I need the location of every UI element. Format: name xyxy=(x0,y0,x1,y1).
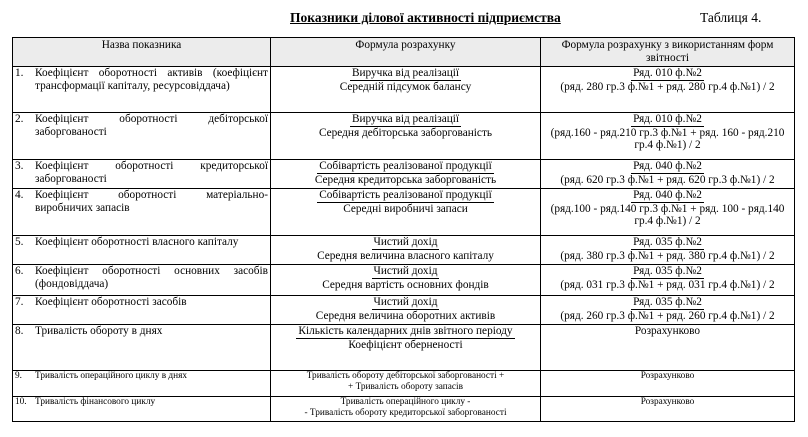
row-number: 7. xyxy=(15,296,24,308)
document-header xyxy=(0,8,808,28)
formula-numerator: Чистий дохід xyxy=(373,236,438,248)
formula-numerator: Собівартість реалізованої продукції xyxy=(319,189,492,201)
indicator-name: Тривалість операційного циклу в днях xyxy=(35,371,188,381)
formula-cell xyxy=(271,325,541,371)
table-label: Таблиця 4. xyxy=(700,10,762,25)
indicator-name-cell xyxy=(13,265,271,296)
formula-line: - Тривалість обороту кредиторської заборгованості xyxy=(304,408,507,418)
report-formula-cell xyxy=(541,67,795,113)
formula-numerator: Собівартість реалізованої продукції xyxy=(319,160,492,172)
report-denominator: (ряд. 260 гр.3 ф.№1 + ряд. 260 гр.4 ф.№1) / 2 xyxy=(560,309,775,322)
report-numerator: Ряд. 010 ф.№2 xyxy=(633,113,702,125)
indicator-name-cell xyxy=(13,113,271,160)
report-denominator: (ряд. 031 гр.3 ф.№1 + ряд. 031 гр.4 ф.№1) / 2 xyxy=(560,278,775,291)
indicator-name-cell xyxy=(13,371,271,397)
indicator-name: Коефіцієнт оборотності активів (коефіцієнт трансформації капіталу, ресурсовіддача) xyxy=(35,67,268,92)
row-number: 3. xyxy=(15,160,24,172)
report-denominator: (ряд. 380 гр.3 ф.№1 + ряд. 380 гр.4 ф.№1) / 2 xyxy=(560,249,775,262)
indicator-name: Коефіцієнт оборотності дебіторської заборгованості xyxy=(35,113,268,138)
indicator-name-cell xyxy=(13,296,271,325)
table-row xyxy=(13,371,795,397)
header-report-formula: Формула розрахунку з використанням форм звітності xyxy=(541,38,795,67)
formula-denominator: Коефіцієнт оберненості xyxy=(348,338,463,351)
indicator-name-cell xyxy=(13,67,271,113)
row-number: 4. xyxy=(15,189,24,201)
header-formula: Формула розрахунку xyxy=(271,38,541,67)
formula-denominator: Середній підсумок балансу xyxy=(339,80,472,93)
formula-cell xyxy=(271,397,541,422)
indicator-name: Коефіцієнт оборотності матеріально-виробничих запасів xyxy=(35,189,268,214)
report-denominator: (ряд.160 - ряд.210 гр.3 ф.№1 + ряд. 160 - ряд.210 гр.4 ф.№1) / 2 xyxy=(550,126,785,151)
formula-denominator: Середні виробничі запаси xyxy=(343,202,468,215)
report-formula-cell xyxy=(541,296,795,325)
formula-denominator: Середня кредиторська заборгованість xyxy=(314,173,497,186)
formula-numerator: Чистий дохід xyxy=(373,265,438,277)
report-numerator: Ряд. 035 ф.№2 xyxy=(633,236,702,248)
report-formula-cell xyxy=(541,160,795,189)
indicator-name-cell xyxy=(13,236,271,265)
row-number: 8. xyxy=(15,325,24,337)
report-formula-cell: Розрахунково xyxy=(541,325,795,371)
table-row xyxy=(13,160,795,189)
table-row xyxy=(13,265,795,296)
report-numerator: Ряд. 040 ф.№2 xyxy=(633,160,702,172)
table-row xyxy=(13,296,795,325)
indicators-table xyxy=(12,37,795,422)
indicator-name-cell xyxy=(13,325,271,371)
formula-line: Тривалість обороту дебіторської заборгованості + xyxy=(306,371,505,381)
row-number: 6. xyxy=(15,265,24,277)
document-title: Показники ділової активності підприємства xyxy=(290,10,561,25)
report-formula-cell xyxy=(541,113,795,160)
header-indicator-name: Назва показника xyxy=(13,38,271,67)
row-number: 5. xyxy=(15,236,24,248)
row-number: 2. xyxy=(15,113,24,125)
formula-denominator: Середня дебіторська заборгованість xyxy=(318,126,493,139)
table-row xyxy=(13,397,795,422)
indicator-name: Тривалість фінансового циклу xyxy=(35,397,156,407)
indicator-name-cell xyxy=(13,189,271,236)
report-denominator: (ряд. 620 гр.3 ф.№1 + ряд. 620 гр.3 ф.№1) / 2 xyxy=(560,173,775,186)
row-number: 9. xyxy=(15,371,22,381)
report-formula-cell xyxy=(541,236,795,265)
formula-cell xyxy=(271,296,541,325)
formula-numerator: Виручка від реалізації xyxy=(351,113,460,125)
indicator-name-cell xyxy=(13,397,271,422)
row-number: 10. xyxy=(15,397,27,407)
report-numerator: Ряд. 035 ф.№2 xyxy=(633,296,702,308)
table-row xyxy=(13,189,795,236)
report-numerator: Ряд. 040 ф.№2 xyxy=(633,189,702,201)
formula-numerator: Кількість календарних днів звітного періоду xyxy=(298,325,513,337)
formula-cell xyxy=(271,371,541,397)
formula-cell xyxy=(271,160,541,189)
formula-line: + Тривалість обороту запасів xyxy=(348,382,463,392)
formula-denominator: Середня величина оборотних активів xyxy=(315,309,496,322)
formula-numerator: Чистий дохід xyxy=(373,296,438,308)
table-header-row xyxy=(13,38,795,67)
report-numerator: Ряд. 010 ф.№2 xyxy=(633,67,702,79)
indicator-name: Коефіцієнт оборотності основних засобів (фондовіддача) xyxy=(35,265,268,290)
formula-numerator: Виручка від реалізації xyxy=(351,67,460,79)
report-denominator: (ряд. 280 гр.3 ф.№1 + ряд. 280 гр.4 ф.№1) / 2 xyxy=(560,80,775,93)
indicator-name: Коефіцієнт оборотності кредиторської заборгованості xyxy=(35,160,268,185)
indicator-name: Коефіцієнт оборотності власного капіталу xyxy=(35,236,239,248)
report-formula-cell xyxy=(541,265,795,296)
formula-cell xyxy=(271,67,541,113)
table-row xyxy=(13,325,795,371)
report-formula-cell: Розрахунково xyxy=(541,397,795,422)
formula-denominator: Середня величина власного капіталу xyxy=(317,249,494,262)
formula-denominator: Середня вартість основних фондів xyxy=(322,278,489,291)
report-formula-cell xyxy=(541,189,795,236)
formula-cell xyxy=(271,265,541,296)
report-denominator: (ряд.100 - ряд.140 гр.3 ф.№1 + ряд. 100 - ряд.140 гр.4 ф.№1) / 2 xyxy=(550,202,785,227)
indicator-name: Тривалість обороту в днях xyxy=(35,325,163,337)
table-row xyxy=(13,236,795,265)
row-number: 1. xyxy=(15,67,24,79)
report-numerator: Ряд. 035 ф.№2 xyxy=(633,265,702,277)
formula-cell xyxy=(271,236,541,265)
table-row xyxy=(13,113,795,160)
indicator-name: Коефіцієнт оборотності засобів xyxy=(35,296,187,308)
formula-cell xyxy=(271,113,541,160)
report-formula-cell: Розрахунково xyxy=(541,371,795,397)
indicator-name-cell xyxy=(13,160,271,189)
table-row xyxy=(13,67,795,113)
formula-cell xyxy=(271,189,541,236)
formula-line: Тривалість операційного циклу - xyxy=(340,397,471,407)
